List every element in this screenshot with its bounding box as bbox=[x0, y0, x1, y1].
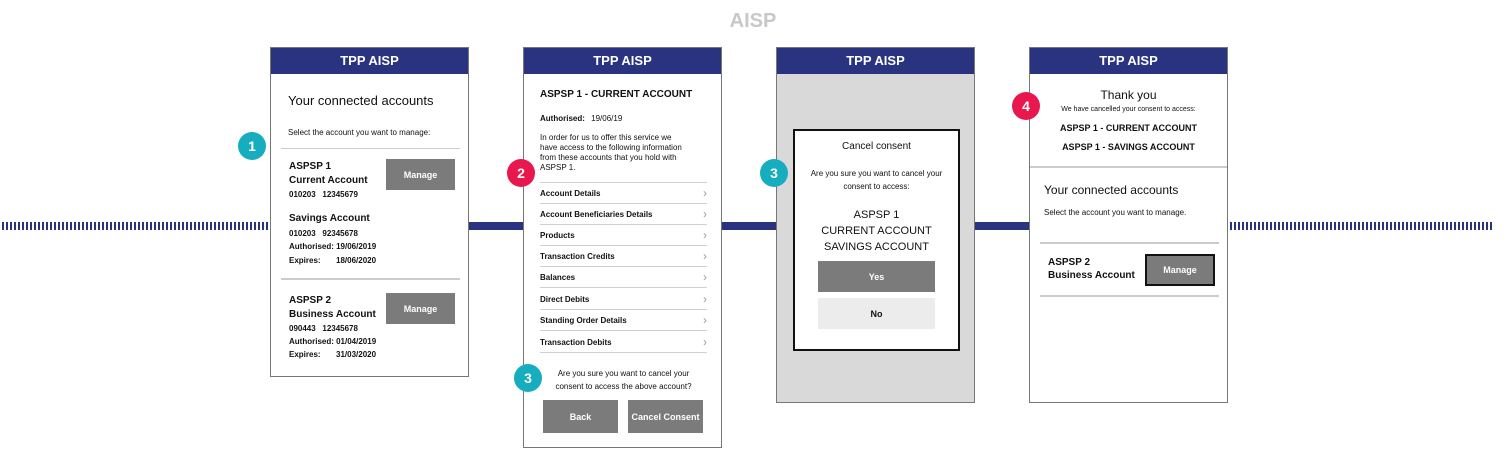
confirm-line: Are you sure you want to cancel your bbox=[557, 369, 690, 378]
divider bbox=[1040, 242, 1219, 244]
permission-item[interactable] bbox=[540, 183, 707, 204]
timeline-connector-3 bbox=[975, 222, 1030, 230]
dialog-message bbox=[795, 167, 958, 193]
permission-item-label: Balances bbox=[540, 272, 576, 282]
account1-type2: Savings Account bbox=[289, 213, 370, 224]
divider bbox=[281, 278, 460, 280]
permission-item-label: Transaction Debits bbox=[540, 337, 612, 347]
timeline-dashes-right bbox=[1230, 222, 1494, 230]
description-line: have access to the following information bbox=[540, 143, 682, 152]
screen-header: TPP AISP bbox=[271, 48, 468, 74]
permission-item[interactable] bbox=[540, 267, 707, 288]
account1-numbers: 010203 12345679 bbox=[289, 190, 358, 199]
divider bbox=[1030, 166, 1227, 168]
permission-item[interactable] bbox=[540, 332, 707, 353]
chevron-right-icon: › bbox=[703, 207, 707, 221]
access-description bbox=[540, 133, 682, 173]
cancel-confirmation-text bbox=[540, 367, 707, 393]
step-badge-3: 3 bbox=[760, 159, 788, 187]
thank-you-heading: Thank you bbox=[1100, 88, 1157, 102]
chevron-right-icon: › bbox=[703, 270, 707, 284]
chevron-right-icon: › bbox=[703, 313, 707, 327]
permission-item[interactable] bbox=[540, 310, 707, 331]
account2-expires-value: 31/03/2020 bbox=[336, 350, 377, 359]
yes-button[interactable]: Yes bbox=[818, 261, 935, 292]
cancel-consent-button[interactable]: Cancel Consent bbox=[628, 400, 703, 433]
dialog-account: SAVINGS ACCOUNT bbox=[824, 241, 929, 253]
no-button[interactable]: No bbox=[818, 298, 935, 329]
authorised-label: Authorised: bbox=[540, 114, 585, 123]
permission-item-label: Direct Debits bbox=[540, 294, 590, 304]
account1-expires-label: Expires: bbox=[289, 256, 321, 265]
account2-type: Business Account bbox=[289, 309, 376, 320]
authorised-value: 19/06/19 bbox=[591, 114, 623, 123]
dialog-account: ASPSP 1 bbox=[853, 209, 900, 221]
chevron-right-icon: › bbox=[703, 228, 707, 242]
account1-authorised: Authorised: 19/06/2019 bbox=[289, 242, 377, 251]
permission-item-label: Products bbox=[540, 230, 575, 240]
connected-accounts-heading: Your connected accounts bbox=[288, 93, 434, 108]
dialog-line: consent to access: bbox=[843, 182, 910, 191]
chevron-right-icon: › bbox=[703, 335, 707, 349]
account-type: Business Account bbox=[1048, 270, 1135, 281]
connected-accounts-heading: Your connected accounts bbox=[1044, 183, 1179, 197]
account2-expires-label: Expires: bbox=[289, 350, 321, 359]
description-line: In order for us to offer this service we bbox=[540, 133, 672, 142]
step-badge-3: 3 bbox=[514, 364, 542, 392]
permission-item[interactable] bbox=[540, 289, 707, 310]
account1-name: ASPSP 1 bbox=[289, 161, 332, 172]
cancel-consent-dialog bbox=[793, 129, 960, 351]
account2-name: ASPSP 2 bbox=[289, 295, 332, 306]
permission-item[interactable] bbox=[540, 204, 707, 225]
manage-button[interactable]: Manage bbox=[1145, 254, 1215, 286]
dialog-title: Cancel consent bbox=[842, 141, 911, 152]
dialog-accounts bbox=[795, 207, 958, 255]
screen-header: TPP AISP bbox=[777, 48, 974, 74]
account1-expires-value: 18/06/2020 bbox=[336, 256, 377, 265]
screen-header: TPP AISP bbox=[524, 48, 721, 74]
cancelled-account: ASPSP 1 - CURRENT ACCOUNT bbox=[1059, 123, 1197, 133]
screen-header: TPP AISP bbox=[1030, 48, 1227, 74]
timeline-dashes-left bbox=[2, 222, 268, 230]
screen-connected-accounts bbox=[270, 47, 469, 377]
chevron-right-icon: › bbox=[703, 249, 707, 263]
step-badge-1: 1 bbox=[238, 132, 266, 160]
dialog-line: Are you sure you want to cancel your bbox=[810, 169, 943, 178]
account2-numbers: 090443 12345678 bbox=[289, 324, 358, 333]
account1-numbers2: 010203 92345678 bbox=[289, 229, 358, 238]
chevron-right-icon: › bbox=[703, 292, 707, 306]
description-line: from these accounts that you hold with bbox=[540, 153, 677, 162]
timeline-connector-2 bbox=[722, 222, 777, 230]
manage-button-account2[interactable]: Manage bbox=[386, 293, 455, 324]
account1-type: Current Account bbox=[289, 175, 368, 186]
select-account-instruction: Select the account you want to manage. bbox=[1044, 208, 1187, 217]
permission-item-label: Account Details bbox=[540, 188, 601, 198]
account2-authorised: Authorised: 01/04/2019 bbox=[289, 337, 377, 346]
back-button[interactable]: Back bbox=[543, 400, 618, 433]
chevron-right-icon: › bbox=[703, 186, 707, 200]
account-heading: ASPSP 1 - CURRENT ACCOUNT bbox=[540, 89, 693, 100]
account-name: ASPSP 2 bbox=[1048, 257, 1091, 268]
permission-item[interactable] bbox=[540, 246, 707, 267]
manage-button-account1[interactable]: Manage bbox=[386, 159, 455, 190]
permission-item-label: Standing Order Details bbox=[540, 315, 627, 325]
divider bbox=[1040, 295, 1219, 297]
page-title: AISP bbox=[729, 10, 777, 32]
cancelled-consent-text: We have cancelled your consent to access: bbox=[1061, 106, 1196, 113]
screen-account-details bbox=[523, 47, 722, 448]
description-line: ASPSP 1. bbox=[540, 163, 576, 172]
timeline-connector-1 bbox=[469, 222, 524, 230]
select-account-instruction: Select the account you want to manage: bbox=[288, 128, 431, 137]
screen-cancel-consent-dialog bbox=[776, 47, 975, 403]
step-badge-4: 4 bbox=[1012, 92, 1040, 120]
permission-item[interactable] bbox=[540, 225, 707, 246]
step-badge-2: 2 bbox=[507, 159, 535, 187]
dialog-account: CURRENT ACCOUNT bbox=[821, 225, 932, 237]
screen-thank-you bbox=[1029, 47, 1228, 403]
permission-item-label: Transaction Credits bbox=[540, 251, 615, 261]
cancelled-account: ASPSP 1 - SAVINGS ACCOUNT bbox=[1062, 142, 1195, 152]
authorised-row bbox=[540, 114, 622, 123]
confirm-line: consent to access the above account? bbox=[555, 382, 692, 391]
permission-item-label: Account Beneficiaries Details bbox=[540, 209, 653, 219]
divider bbox=[281, 148, 460, 149]
